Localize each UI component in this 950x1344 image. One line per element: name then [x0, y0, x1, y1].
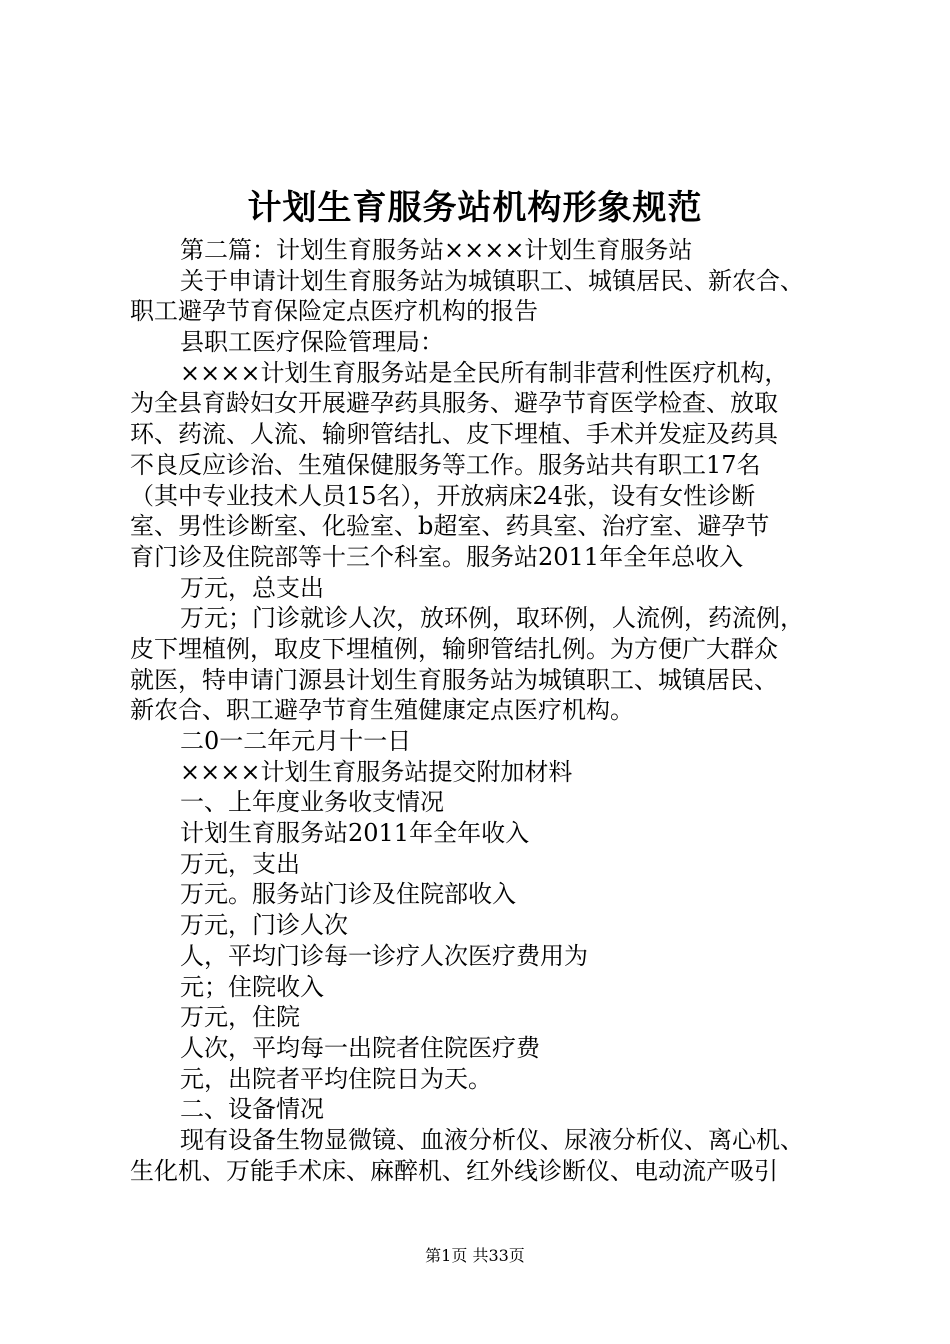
- text-line: 万元，总支出: [180, 573, 324, 602]
- text-line: 现有设备生物显微镜、血液分析仪、尿液分析仪、离心机、: [180, 1125, 804, 1154]
- text-line: 室、男性诊断室、化验室、b超室、药具室、治疗室、避孕节: [130, 512, 770, 541]
- document-title: 计划生育服务站机构形象规范: [247, 188, 703, 228]
- text-line: 万元；门诊就诊人次，放环例，取环例，人流例，药流例，: [180, 604, 804, 633]
- page-footer: 第1页 共33页: [425, 1246, 525, 1265]
- text-line: 环、药流、人流、输卵管结扎、皮下埋植、手术并发症及药具: [130, 420, 778, 449]
- text-line: 二、设备情况: [180, 1095, 324, 1124]
- text-line: 万元，门诊人次: [180, 911, 348, 940]
- text-line: 第二篇：计划生育服务站××××计划生育服务站: [180, 236, 693, 264]
- text-line: 计划生育服务站2011年全年收入: [180, 819, 530, 848]
- text-line: 一、上年度业务收支情况: [180, 788, 444, 817]
- text-line: 元，出院者平均住院日为天。: [180, 1064, 492, 1093]
- document-body: [130, 235, 860, 1186]
- text-line: 就医，特申请门源县计划生育服务站为城镇职工、城镇居民、: [130, 665, 778, 694]
- text-line: 元；住院收入: [180, 972, 324, 1001]
- text-line: 关于申请计划生育服务站为城镇职工、城镇居民、新农合、: [180, 266, 804, 295]
- text-line: 新农合、职工避孕节育生殖健康定点医疗机构。: [130, 696, 634, 725]
- text-line: 县职工医疗保险管理局：: [180, 328, 444, 357]
- text-line: 万元，支出: [180, 849, 300, 878]
- text-line: 皮下埋植例，取皮下埋植例，输卵管结扎例。为方便广大群众: [130, 634, 778, 663]
- text-line: 二0一二年元月十一日: [180, 727, 412, 755]
- text-line: 人，平均门诊每一诊疗人次医疗费用为: [180, 941, 588, 970]
- text-line: 生化机、万能手术床、麻醉机、红外线诊断仪、电动流产吸引: [130, 1156, 778, 1185]
- text-line: 不良反应诊治、生殖保健服务等工作。服务站共有职工17名: [130, 450, 761, 479]
- text-line: 人次，平均每一出院者住院医疗费: [180, 1033, 540, 1062]
- text-line: 万元，住院: [180, 1003, 300, 1032]
- text-line: ××××计划生育服务站提交附加材料: [180, 757, 573, 786]
- text-line: （其中专业技术人员15名），开放病床24张，设有女性诊断: [130, 481, 756, 510]
- text-line: 为全县育龄妇女开展避孕药具服务、避孕节育医学检查、放取: [130, 389, 778, 418]
- text-line: 职工避孕节育保险定点医疗机构的报告: [130, 297, 538, 326]
- text-line: 万元。服务站门诊及住院部收入: [180, 880, 516, 909]
- text-line: ××××计划生育服务站是全民所有制非营利性医疗机构，: [180, 358, 789, 387]
- text-line: 育门诊及住院部等十三个科室。服务站2011年全年总收入: [130, 542, 744, 571]
